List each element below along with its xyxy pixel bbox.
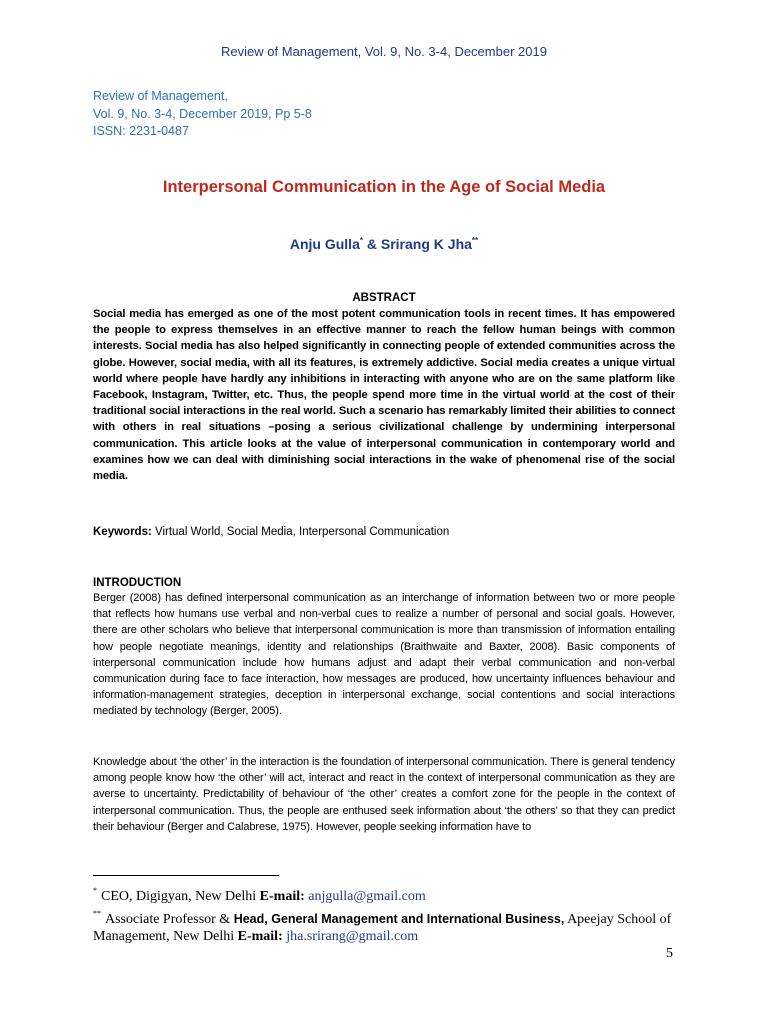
keywords-label: Keywords: [93, 526, 152, 538]
journal-volume: Vol. 9, No. 3-4, December 2019, Pp 5-8 [93, 106, 312, 121]
author-1-footnote-mark: * [359, 236, 363, 245]
author-2-footnote-mark: ** [471, 236, 479, 245]
footnote-2-mark: ** [93, 909, 101, 918]
author-line [0, 236, 768, 252]
journal-info [93, 88, 312, 141]
footnote-2-text-b: Apeejay School of Management, New Delhi [93, 912, 672, 944]
introduction-paragraph-1: Berger (2008) has defined interpersonal communication as an interchange of information between two or more people that reflects how humans use verbal and non-verbal cues to realize a number of personal and social goals. However, there are other scholars who believe that interpersonal communication is more than transmission of information entailing how people negotiate meanings, identity and relationships (Braithwaite and Baxter, 2008). Basic components of interpersonal communication include how humans adjust and adapt their verbal communication and non-verbal communication during face to face interaction, how messages are produced, how uncertainty influences behaviour and information-management strategies, deception in interpersonal exchange, social contentions and social interactions mediated by technology (Berger, 2005). [93, 592, 675, 718]
keywords-text: Virtual World, Social Media, Interpersonal Communication [151, 526, 450, 538]
footnote-1-mark: * [93, 886, 97, 895]
footnotes [93, 882, 693, 945]
introduction-heading: INTRODUCTION [93, 577, 182, 589]
footnote-2-text-bold: Head, General Management and International Business, [233, 912, 565, 926]
footnote-1-text: CEO, Digigyan, New Delhi [101, 889, 260, 904]
keywords [93, 524, 675, 540]
footnote-2-email[interactable]: jha.srirang@gmail.com [282, 929, 419, 944]
footnote-1-email-label: E-mail: [259, 889, 305, 904]
abstract-heading: ABSTRACT [352, 292, 416, 304]
footnote-2-email-label: E-mail: [237, 929, 283, 944]
introduction-paragraph-2: Knowledge about ‘the other’ in the interaction is the foundation of interpersonal communication. There is general tendency among people know how ‘the other’ will act, interact and react in the context of interpersonal communication as they are averse to uncertainty. Predictability of behaviour of ‘the other’ creates a comfort zone for the people in the context of interpersonal communication. Thus, the people are enthused seek information about ‘the others’ so that they can predict their behaviour (Berger and Calabrese, 1975). However, people seeking information have to [93, 756, 675, 833]
page-number: 5 [666, 946, 673, 961]
footnote-1-email[interactable]: anjgulla@gmail.com [304, 889, 426, 904]
author-1-name: Anju Gulla [289, 236, 360, 252]
footnote-divider [93, 875, 279, 876]
abstract-body: Social media has emerged as one of the most potent communication tools in recent times. It has empowered the people to express themselves in an effective manner to reach the fellow human beings with common interests. Social media has also helped significantly in connecting people of extended communities across the globe. However, social media, with all its features, is extremely addictive. Social media creates a unique virtual world where people have hardly any inhibitions in interacting with anyone who are on the same platform like Facebook, Instagram, Twitter, etc. Thus, the people spend more time in the virtual world at the cost of their traditional social interactions in the real world. Such a scenario has remarkably limited their abilities to connect with others in real situations –posing a serious civilizational challenge by undermining interpersonal communication. This article looks at the value of interpersonal communication in contemporary world and examines how we can deal with diminishing social interactions in the wake of phenomenal rise of the social media. [93, 308, 675, 483]
footnote-2-text-a: Associate Professor & [105, 912, 234, 927]
journal-name: Review of Management, [93, 89, 228, 103]
paper-title: Interpersonal Communication in the Age of Social Media [162, 178, 606, 196]
footnote-2 [93, 905, 693, 945]
journal-issn: ISSN: 2231-0487 [93, 124, 189, 138]
footnote-1 [93, 882, 693, 905]
running-header: Review of Management, Vol. 9, No. 3-4, December 2019 [221, 44, 547, 59]
author-separator: & [362, 236, 381, 252]
author-2-name: Srirang K Jha [380, 236, 472, 252]
